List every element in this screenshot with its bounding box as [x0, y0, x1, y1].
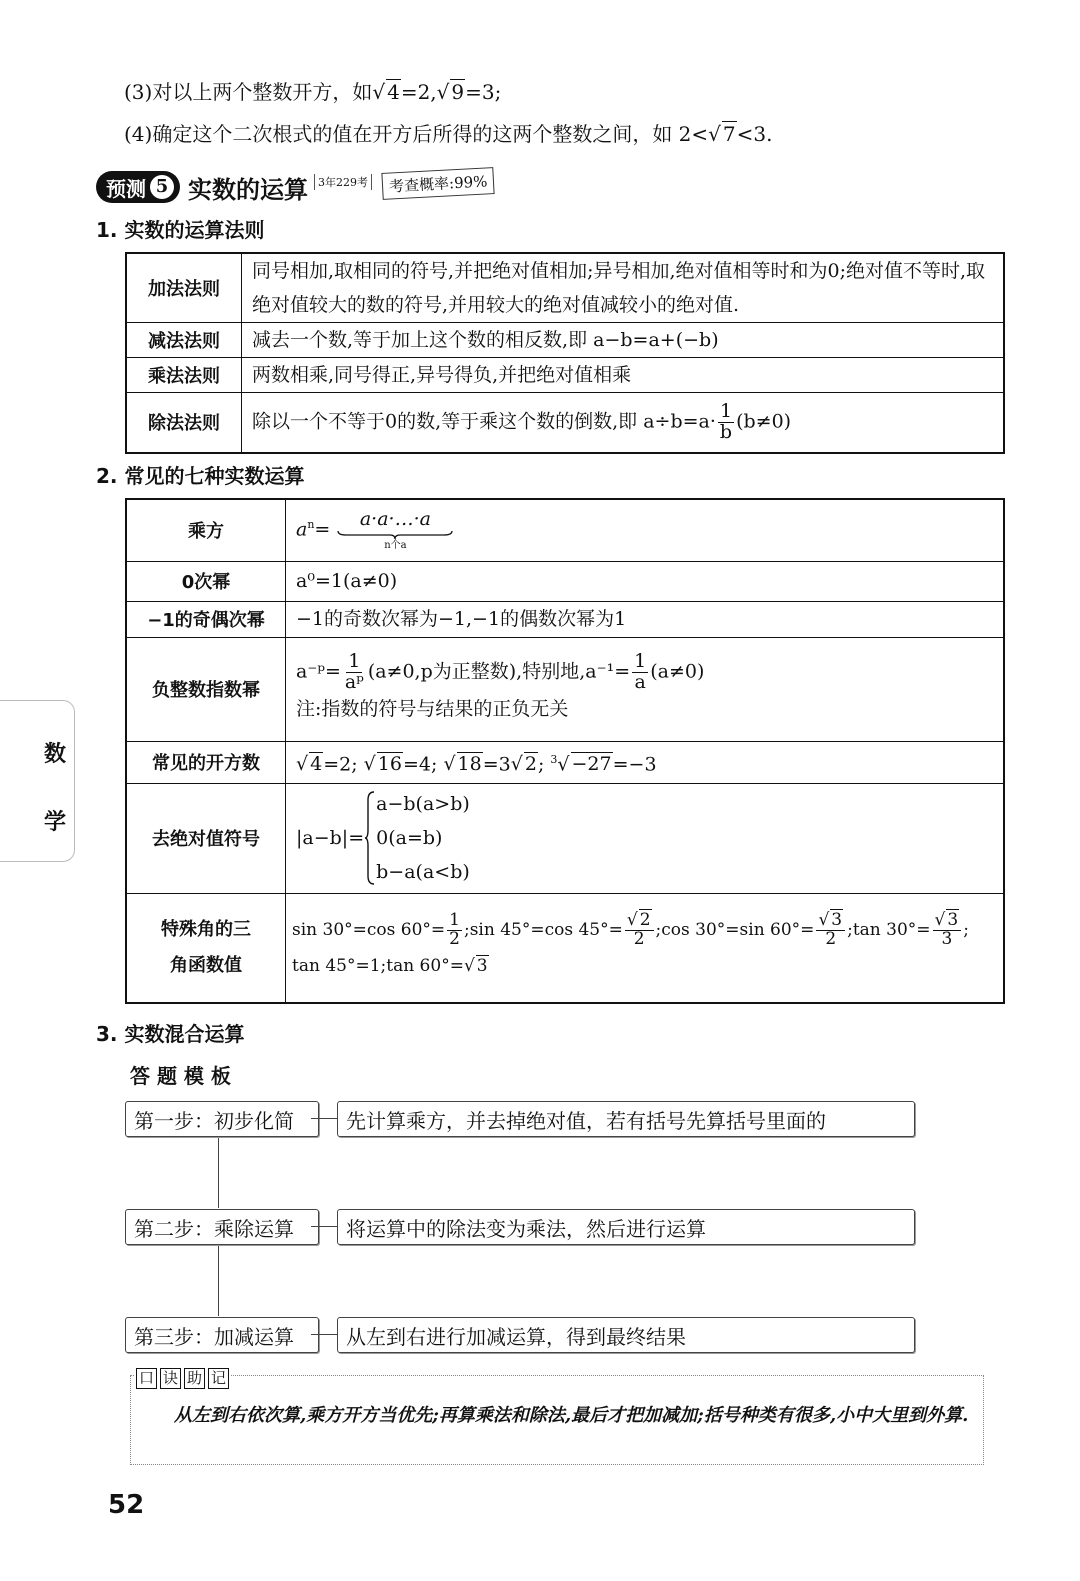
- table-row: [126, 393, 1004, 453]
- mnemonic-tag: 口 诀 助 记: [134, 1368, 231, 1389]
- section-title: 实数的运算: [188, 174, 308, 204]
- row-label: 乘法法则: [126, 358, 242, 393]
- sqrt-4: √ 4: [372, 80, 400, 104]
- underbrace-product: a·a·…·a n个a: [336, 508, 454, 552]
- intro-step3-text: (3)对以上两个整数开方，如: [124, 80, 373, 104]
- row-content: [286, 783, 1005, 893]
- table-row: [126, 499, 1004, 561]
- seven-operations-table: [125, 498, 1005, 1004]
- row-content: −1的奇数次幂为−1,−1的偶数次幂为1: [286, 601, 1005, 637]
- row-content: 两数相乘,同号得正,异号得负,并把绝对值相乘: [242, 358, 1005, 393]
- row-content: √ 4=2; √ 16=4; √ 18=3√ 2; $^3$√ −27=−3: [286, 741, 1005, 783]
- row-label: 加法法则: [126, 253, 242, 323]
- step-1-label: 第一步：初步化简: [125, 1101, 319, 1137]
- brace-icon: [336, 530, 454, 540]
- step-connector: [311, 1226, 337, 1227]
- section1-title: 1. 实数的运算法则: [96, 218, 265, 242]
- table-row: [126, 561, 1004, 601]
- table-row: [126, 893, 1004, 1003]
- fraction: $\frac{1}{b}$: [719, 399, 733, 443]
- flow-connector: [218, 1136, 219, 1208]
- step-connector: [311, 1334, 337, 1335]
- row-content: 减去一个数,等于加上这个数的相反数,即 a−b=a+(−b): [242, 323, 1005, 358]
- flow-connector: [218, 1244, 219, 1316]
- trig-line-1: sin 30°=cos 60°= $\frac{1}{2}$ ;sin 45°=cos 45°= $\frac{√ 2}{2}$ ;cos 30°=sin 60°= $\frac{√ 3}{2}$ ;tan 30°= $\frac{√ 3}{3}$ ;: [292, 910, 969, 950]
- row-content: a⁰=1(a≠0): [286, 561, 1005, 601]
- row-content: $a^n=$ a·a·…·a n个a: [286, 499, 1005, 561]
- row-label: 减法法则: [126, 323, 242, 358]
- section2-title: 2. 常见的七种实数运算: [96, 464, 305, 488]
- step-3-description: 从左到右进行加减运算，得到最终结果: [337, 1317, 915, 1353]
- step-1-description: 先计算乘方，并去掉绝对值，若有括号先算括号里面的: [337, 1101, 915, 1137]
- row-label: 乘方: [126, 499, 286, 561]
- row-label: 负整数指数幂: [126, 637, 286, 741]
- table-row: [126, 601, 1004, 637]
- step-2-description: 将运算中的除法变为乘法，然后进行运算: [337, 1209, 915, 1245]
- page-number: 52: [108, 1490, 145, 1520]
- negative-exponent-formula: a⁻ᵖ= $\frac{1}{\text{aᵖ}}$ (a≠0,p为正整数),特别地,a⁻¹= $\frac{1}{a}$ (a≠0): [296, 649, 705, 693]
- row-label: −1的奇偶次幂: [126, 601, 286, 637]
- abs-cases: |a−b|= a−b(a>b) 0(a=b) b−a(a<b): [296, 787, 993, 889]
- badge-number: 5: [150, 175, 174, 199]
- row-label: 特殊角的三 角函数值: [126, 893, 286, 1003]
- row-label: 常见的开方数: [126, 741, 286, 783]
- template-title: 答 题 模 板: [130, 1064, 231, 1088]
- section3-title: 3. 实数混合运算: [96, 1022, 245, 1046]
- row-label: 0次幂: [126, 561, 286, 601]
- step-2-label: 第二步：乘除运算: [125, 1209, 319, 1245]
- exam-count: 3年229考: [314, 174, 372, 190]
- prediction-badge: 预测 5: [96, 171, 180, 203]
- operation-rules-table: [125, 252, 1005, 454]
- row-content: 同号相加,取相同的符号,并把绝对值相加;异号相加,绝对值相等时和为0;绝对值不等时,取绝对值较大的数的符号,并用较大的绝对值减较小的绝对值.: [242, 253, 1005, 323]
- intro-step3: (3)对以上两个整数开方，如√ 4=2,√ 9=3;: [124, 80, 502, 104]
- table-row: [126, 323, 1004, 358]
- row-label: 去绝对值符号: [126, 783, 286, 893]
- row-label: 除法法则: [126, 393, 242, 453]
- table-row: [126, 783, 1004, 893]
- sqrt-9: √ 9: [436, 80, 465, 104]
- trig-line-2: tan 45°=1;tan 60°=√ 3: [292, 956, 488, 977]
- table-row: [126, 358, 1004, 393]
- exam-probability-stamp: 考查概率:99%: [381, 167, 495, 200]
- side-tab-char: 学: [44, 810, 67, 835]
- row-content: [286, 637, 1005, 741]
- intro-step4: (4)确定这个二次根式的值在开方后所得的这两个整数之间，如 2<√ 7<3.: [124, 122, 773, 146]
- mnemonic-text: 从左到右依次算,乘方开方当优先;再算乘法和除法,最后才把加减加;括号种类有很多,小中大里到外算.: [174, 1405, 969, 1426]
- side-tab-char: 数: [44, 742, 67, 767]
- section-header: [96, 170, 494, 204]
- step-connector: [311, 1118, 337, 1119]
- sqrt-7: √ 7: [708, 122, 736, 146]
- row-content: [286, 893, 1005, 1003]
- table-row: [126, 253, 1004, 323]
- left-brace-icon: [364, 790, 376, 886]
- row-content: 除以一个不等于0的数,等于乘这个数的倒数,即 a÷b=a· $\frac{1}{b}$ (b≠0): [242, 393, 1005, 453]
- table-row: [126, 741, 1004, 783]
- negative-exponent-note: 注:指数的符号与结果的正负无关: [296, 698, 569, 721]
- step-3-label: 第三步：加减运算: [125, 1317, 319, 1353]
- intro-step4-text: (4)确定这个二次根式的值在开方后所得的这两个整数之间，如 2<: [124, 122, 709, 146]
- subject-side-tab: [0, 700, 75, 862]
- table-row: [126, 637, 1004, 741]
